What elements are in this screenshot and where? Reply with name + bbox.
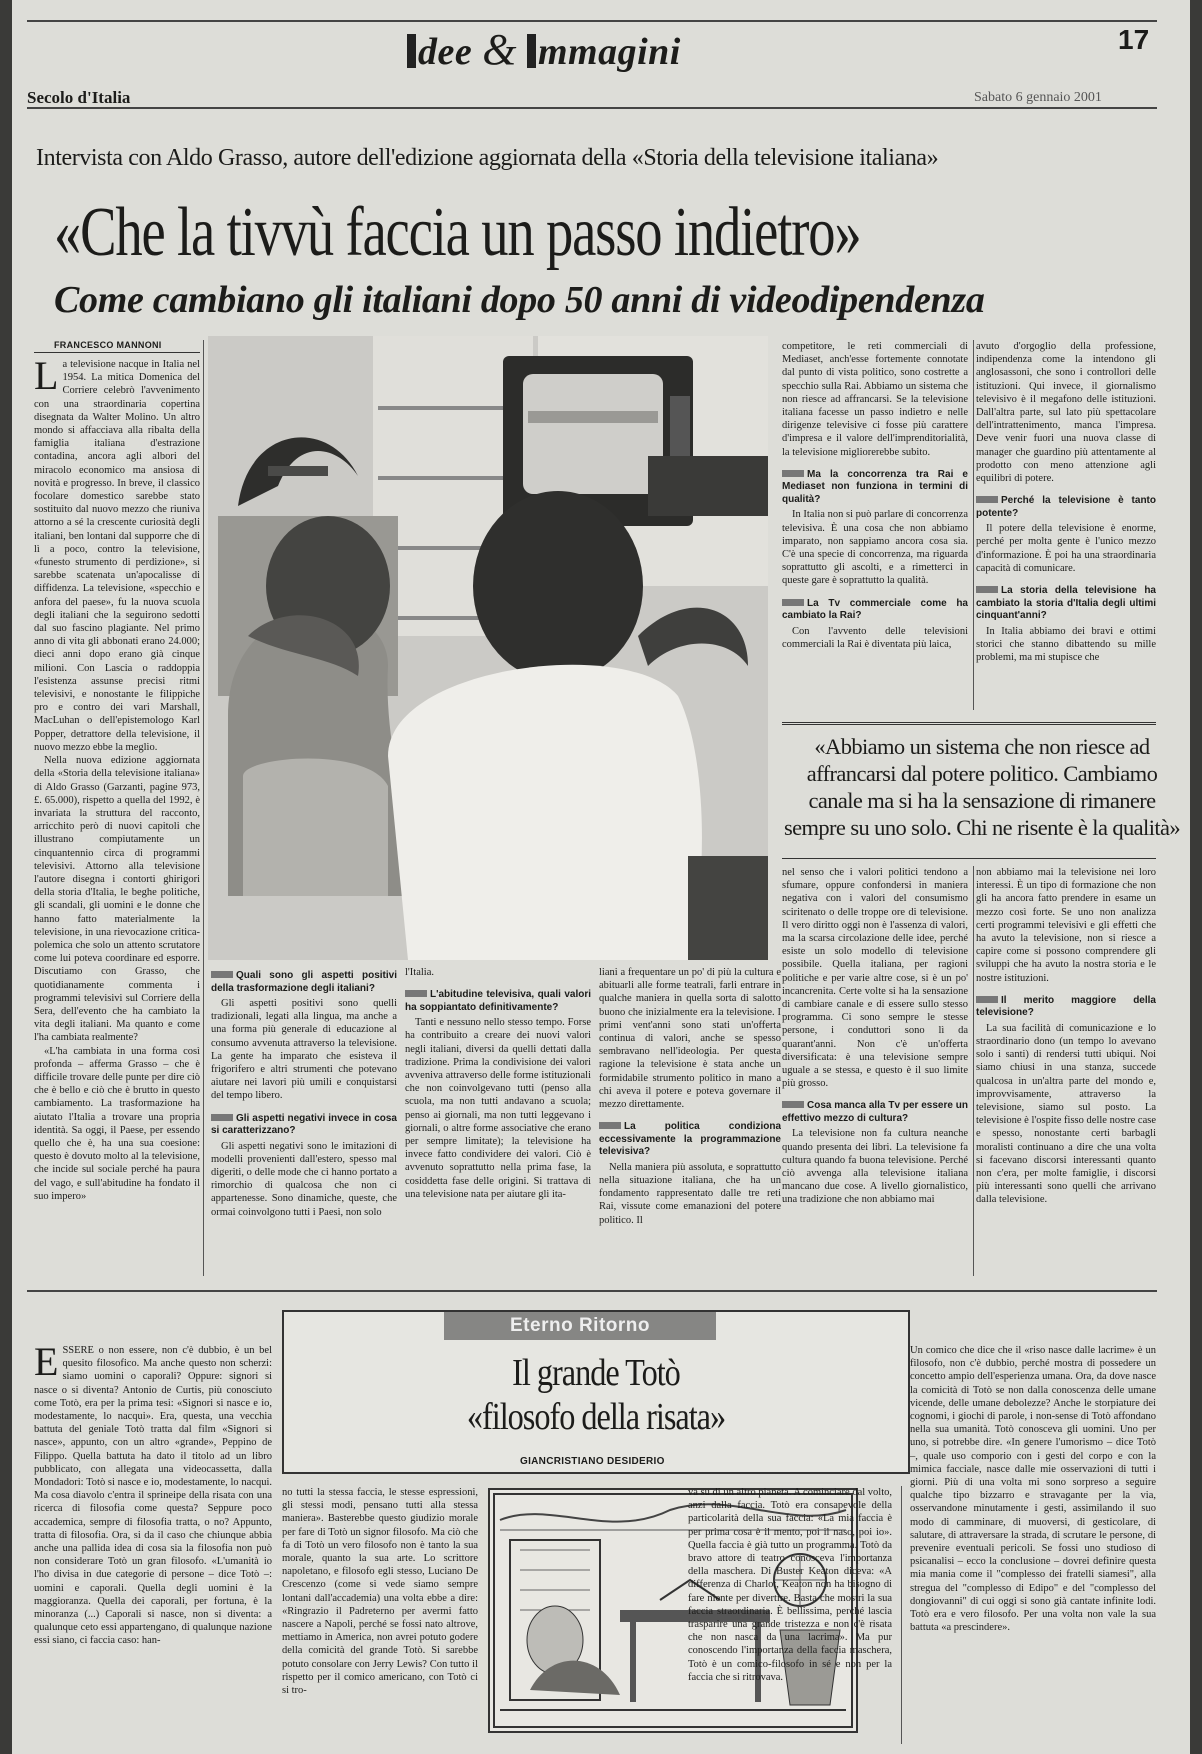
section-bar-i2 — [527, 34, 536, 68]
article-column-2 — [211, 966, 397, 1276]
question-heading: Quali sono gli aspetti positivi della trasformazione degli italiani? — [211, 970, 397, 994]
feature-dropcap: E — [34, 1344, 59, 1384]
byline: FRANCESCO MANNONI — [54, 340, 162, 350]
subhead: Come cambiano gli italiani dopo 50 anni di videodipendenza — [54, 279, 985, 321]
paragraph: La sua facilità di comunicazione e lo straordinario dono (un tempo lo avevano solo i santi) di rendersi tutti ubiqui. Noi siamo chiusi in una stanza, succede qualcosa in un'altra parte del mondo e, improvvisamente, attraverso la televisione, siamo sul posto. La televisione è l'ospite fisso delle nostre case e spesso, nonostante certi barbagli moralisti continuano a dire che una volta si facevano discorsi interessanti quanto non c'era, per molte famiglie, i discorsi più interessanti sono quelli che arrivano dalla televisione. — [976, 1022, 1156, 1206]
section-bar-i — [407, 34, 416, 68]
paragraph: no tutti la stessa faccia, le stesse espressioni, gli stessi modi, pensano tutti alla stessa maniera». Basterebbe questo giudizio morale per fare di Totò un signor filosofo. Ma ciò che fa di Totò un vero filosofo non è tanto la sua morale, quanto la sua arte. Lo scrittore napoletano, e filosofo egli stesso, Luciano De Crescenzo (come si vede siamo sempre lontani dall'accademia) una volta ebbe a dire: «Ringrazio il Padreterno per avermi fatto nascere a Napoli, perché se fossi nato altrove, mettiamo in America, non avrei potuto godere della comicità del grande Totò. Si sarebbe potuto consolare con Jerry Lewis? Con tutto il rispetto per il comico americano, con Totò ci si tro- — [282, 1487, 478, 1697]
pull-quote-top-rule — [782, 722, 1156, 725]
column-rule — [901, 1486, 902, 1744]
question-heading: Ma la concorrenza tra Rai e Mediaset non funziona in termini di qualità? — [782, 468, 968, 505]
paragraph: liani a frequentare un po' di più la cultura e abituarli alle forme teatrali, farli entrare in qualche maniera in quella sorta di salotto buono che inizialmente era la televisione. I primi vent'anni sono stati un'offerta continua di valori, anche se spesso sembravano nell'ideologia. Per questa ragione la televisione è stata anche un formidabile strumento politico in mano a chi aveva il potere e poteva governare il mezzo direttamente. — [599, 967, 781, 1111]
paragraph: a televisione nacque in Italia nel 1954. La mitica Domenica del Corriere celebrò l'avvenimento con una straordinaria copertina disegnata da Walter Molino. Un altro mondo si affacciava alla ribalta della famiglia italiana d'estrazione contadina, ancora agli albori del miracolo economico ma ansiosa di novità e progresso. In breve, il classico focolare domestico sarebbe stato sostituito dal nuovo mezzo che riuniva attorno a sé la crescente curiosità degli italiani, ben lontani dal supporre che di lì a poco, contro la televisione, «funesto strumento di perdizione», si sarebbe scatenata un'apocalisse di diffidenza. La televisione, «specchio e anfora del paese», fu la nuova scuola degli italiani che la seguirono sedotti dal suo fascino plagiante. Nel primo anno di vita gli abbonati erano 24.000; dieci anni dopo erano già cinque milioni. Con Lascia o raddoppia l'esistenza assunse precisi ritmi televisivi, e nonostante le filippiche pro e contro dei vari Marshall, MacLuhan o dell'epistemologo Karl Popper, detrattore della televisione, il nuovo mezzo ebbe la meglio. — [34, 359, 200, 753]
section-divider — [27, 1290, 1157, 1292]
column-rule — [203, 340, 204, 1276]
paragraph: l'Italia. — [405, 967, 435, 978]
paragraph: Gli aspetti positivi sono quelli tradizionali, legati alla lingua, ma anche a una forma più generale di educazione al consumo avvenuta attraverso la televisione. La gente ha imparato che esisteva il frigorifero e altri strumenti che potevano aiutare nei lavori più umili e conquistarsi del tempo libero. — [211, 998, 397, 1102]
paragraph: avuto d'orgoglio della professione, indipendenza come la intendono gli anglosassoni, che sono i controllori delle istituzioni. Qui invece, il giornalismo televisivo è il megafono delle istituzioni. Dall'altra parte, sul lato più spettacolare dell'intrattenimento, manca l'impresa. Deve venir fuori una nuova classe di manager che guardino più attentamente al prodotto con meno attenzione agli equilibri di potere. — [976, 341, 1156, 485]
section-title-part2: mmagini — [537, 31, 681, 73]
question-heading: L'abitudine televisiva, quali valori ha soppiantato definitivamente? — [405, 989, 591, 1013]
paragraph: Gli aspetti negativi sono le imitazioni di modelli provenienti dall'estero, spesso mal digeriti, o delle mode che ci hanno portato a rimorchio di qualcosa che non ci appartenesse. Sono dinamiche, queste, che ormai coinvolgono tutti i Paesi, non solo — [211, 1140, 397, 1218]
paragraph: In Italia non si può parlare di concorrenza televisiva. È una cosa che non abbiamo imparato, non sappiamo ancora cosa sia. C'è una specie di concorrenza, ma riguarda soprattutto gli ascolti, e a rimetterci in queste gare è soprattutto la qualità. — [782, 509, 968, 587]
header-rule — [27, 107, 1157, 109]
feature-tag: Eterno Ritorno — [444, 1312, 716, 1340]
paragraph: «L'ha cambiata in una forma così profonda – afferma Grasso – che è difficile trovare delle punte per dire ciò che è bello e ciò che è brutto in questo cambiamento. La trasformazione ha aiutato l'Italia a trovare una propria identità. Sa oggi, il Paese, per essendo quello che è, ha una sua coesione: questo è dovuto molto al la televisione, che incide sul sociale perché ha paura del vago, e sull'abitudine ha fondato il suo impero» — [34, 1045, 200, 1202]
pull-quote-bottom-rule — [782, 858, 1156, 859]
feature-column-2 — [282, 1486, 478, 1744]
tv-photo-illustration — [208, 336, 768, 960]
newspaper-page — [12, 0, 1190, 1754]
section-title-amp: & — [482, 25, 517, 74]
paragraph: SSERE o non essere, non c'è dubbio, è un bel quesito filosofico. Ma anche questo non scherzi: siamo uomini o caporali? Oppure: signori si nasce o si diventa? Antonio de Curtis, più conosciuto come Totò, era per la prima tesi: «Signori si nasce e io, modestamente, lo nacqui». Era, questa, una vecchia battuta del geniale Totò tratta dal film «Signori si nasce», appunto, con un altro «grande», Peppino de Filippo. Quella battuta ha dato il titolo ad un libro pubblicato, con allegata una videocassetta, dalla Mondadori: Totò si nasce e io, modestamente, lo nacqui. Ma cosa diavolo c'entra il sprineipe della risata con una ricerca di filosofia come questa? Seppure poco accademica, sempre di filosofia tratta, o no? Appunto, tratta di filosofia. Ora, si da il caso che chiunque abbia anche una pallida idea di cosa sia la filosofia non può non considerare Totò un gran filosofo. «L'umanità io l'ho divisa in due categorie di persone – dice Totò –: uomini e caporali. Quella degli uomini è la maggioranza. Quella dei caporali, per fortuna, è la minoranza (...) Caporali si nasce, non si diventa: a qualunque ceto essi appartengano, di qualunque nazione essi siano, ci faccia caso: han- — [34, 1345, 272, 1647]
article-column-5 — [782, 340, 968, 706]
feature-title-line2: «filosofo della risata» — [466, 1396, 726, 1438]
section-title-part1: dee — [418, 31, 473, 73]
paragraph: nel senso che i valori politici tendono a sfumare, oppure confondersi in maniera negativa con i valori del consumismo sciritenato o delle troppe ore di televisione. Il vero diritto oggi non è l'assenza di valori, ma la scarsa circolazione delle idee, perché esiste un solo modello di televisione possibile. Quella italiana, per ragioni politiche e per varie altre cose, si è un po' incancrenita. Certe volte si ha la sensazione di cambiare canale e di essere sullo stesso programma. Ci sono sempre le stesse persone, i conduttori sono lì da quarant'anni. Non c'è un'offerta diversificata: è una televisione sempre uguale a se stessa, e questo è il suo limite più grosso. — [782, 867, 968, 1090]
paragraph: va su di un altro pianeta. A cominciare dal volto, anzi dalla faccia. Totò era consapevole della particolarità della sua faccia: «La mia faccia è per prima cosa è il mento, poi il naso, poi io». Quella faccia è già tutto un programma. Totò da bravo attore di teatro conosceva l'importanza della maschera. Di Buster Keaton diceva: «A differenza di Charlot, Keaton non ha bisogno di fare niente per divertire. Basta che mostri la sua faccia straordinaria. È bellissima, perché lascia trasparire una grande tristezza e non c'è risata che non nasca da una lacrima». Ma pur conoscendo l'importanza della faccia maschera, Totò è un comico-filosofo in sé e non per la faccia che si ritrovava. — [688, 1487, 892, 1683]
article-column-1 — [34, 358, 200, 1276]
article-column-3 — [405, 966, 591, 1276]
page-number: 17 — [1118, 24, 1150, 55]
top-rule — [27, 20, 1157, 22]
feature-column-3 — [688, 1486, 892, 1744]
headline: «Che la tivvù faccia un passo indietro» — [54, 194, 861, 271]
feature-title-line1: Il grande Totò — [512, 1352, 680, 1394]
feature-column-4 — [910, 1344, 1156, 1744]
paragraph: In Italia abbiamo dei bravi e ottimi storici che stanno dibattendo su mille problemi, ma mi stupisce che — [976, 625, 1156, 663]
paragraph: Nella nuova edizione aggiornata della «Storia della televisione italiana» di Aldo Grasso (Garzanti, pagine 973, £. 65.000), rispetto a quella del 1992, è invariata la struttura del racconto, arricchito però di nuovi capitoli che illustrano compiutamente un cinquantennio circa di programmi televisivi. Attorno alla televisione l'autore disegna i contorti ghirigori della storia d'Italia, le beghe politiche, gli scandali, gli uomini e le donne che hanno fatto materialmente la televisione, in una rievocazione critica-polemica che solo un attento scrutatore come lui poteva coordinare ed esporre. Discutiamo con Grasso, che quotidianamente commenta i programmi televisivi sul Corriere della Sera, dell'evento che ha cambiato la vita degli italiani. Ma quanto e come l'ha cambiata realmente? — [34, 755, 200, 1044]
question-heading: Cosa manca alla Tv per essere un effettivo mezzo di cultura? — [782, 1100, 968, 1124]
paragraph: Il potere della televisione è enorme, perché per molta gente è l'unico mezzo d'informazione. È poi ha una straordinaria capacità di comunicare. — [976, 523, 1156, 574]
paragraph: Un comico che dice che il «riso nasce dalle lacrime» è un filosofo, non c'è dubbio, perché mostra di possedere un concetto ampio dell'esperienza umana. Ora, da dove nasce la comicità di Totò se non dalla conoscenza delle umane vicende, delle umane debolezze? Anche le storpiature dei cognomi, i giochi di parole, i non-sense di Totò affondano nella sua umanità. Totò conosceva gli uomini. Uno per uno, si potrebbe dire. «In genere l'umorismo – dice Totò –, quale uso comporio con i gesti del corpo e con la mimica facciale, nasce dalle mie osservazioni di tutti i giorni. Più di una volta mi sono sorpreso a seguire qualche tipo bizzarro e stravagante per la via, osservandone minutamente i gesti, assimilando il suo modo di camminare, di muoversi, di gesticolare, di salutare, di attraversare la strada, di scrutare le persone, di prevenire eventuali pericoli. Se fossi uno studioso di psicanalisi – ecco la conclusione – dovrei definire questa mia mania come il "complesso dei fratelli siamesi", alla stregua del "complesso di Edipo" e del "complesso del dongiovanni" di cui oggi si sono già cantate infinite lodi. Totò era e vero filosofo. Per una volta non vale la sua battuta «a prescindere». — [910, 1345, 1156, 1634]
dropcap: L — [34, 358, 59, 398]
question-heading: Gli aspetti negativi invece in cosa si caratterizzano? — [211, 1112, 397, 1137]
question-heading: La politica condiziona eccessivamente la programmazione televisiva? — [599, 1121, 781, 1158]
article-column-8 — [976, 866, 1156, 1276]
question-heading: La storia della televisione ha cambiato la storia d'Italia degli ultimi cinquant'anni? — [976, 585, 1156, 622]
column-rule — [973, 340, 974, 710]
pull-quote: «Abbiamo un sistema che non riesce ad affrancarsi dal potere politico. Cambiamo canale ma si ha la sensazione di rimanere sempre su uno solo. Chi ne risente è la qualità» — [783, 734, 1181, 840]
question-heading: Perché la televisione è tanto potente? — [976, 495, 1156, 519]
kicker: Intervista con Aldo Grasso, autore dell'edizione aggiornata della «Storia della televisione italiana» — [36, 145, 939, 171]
question-heading: La Tv commerciale come ha cambiato la Rai? — [782, 597, 968, 622]
byline-rule — [34, 352, 200, 353]
feature-author: GIANCRISTIANO DESIDERIO — [520, 1456, 665, 1467]
date-line: Sabato 6 gennaio 2001 — [974, 90, 1102, 105]
paragraph: Tanti e nessuno nello stesso tempo. Forse ha contribuito a creare dei nuovi valori negli italiani, diversi da quelli dettati dalla tradizione. Prima la condivisione dei valori avveniva attraverso delle forme istituzionali che non coinvolgevano tutti (penso alla scuola, ma non tutti andavano a scuola; penso ai giornali, ma non tutti leggevano i giornali, o altre forme associative che erano per sempre limitate); la televisione ha invece fatto condividere dei valori. Ciò è avvenuto soprattutto nella prima fase, la cosiddetta fase delle origini. Si trattava di una televisione nata per aiutare gli ita- — [405, 1017, 591, 1200]
question-heading: Il merito maggiore della televisione? — [976, 994, 1156, 1019]
article-column-7 — [782, 866, 968, 1276]
feature-column-1 — [34, 1344, 272, 1744]
paragraph: Con l'avvento delle televisioni commerciali la Rai è diventata più laica, — [782, 625, 968, 650]
paragraph: Nella maniera più assoluta, e soprattutto nella situazione italiana, che ha un fondamento rappresentato dalle tre reti Rai, vissute come emanazioni del potere politico. Il — [599, 1161, 781, 1226]
article-column-4 — [599, 966, 781, 1276]
paragraph: La televisione non fa cultura neanche quando presenta dei libri. La televisione fa cultura quando fa buona televisione. Perché ciò avvenga alla televisione italiana mancano due cose. A livello giornalistico, una tradizione che non abbiamo mai — [782, 1128, 968, 1206]
section-title — [407, 24, 681, 75]
paper-name: Secolo d'Italia — [27, 88, 131, 107]
paragraph: non abbiamo mai la televisione nei loro interessi. È un tipo di formazione che non gli ha ancora fatto prendere in esame un mezzo così forte. Se uno non analizza certi programmi televisivi e gli effetti che ha avuto la televisione, non si riesce a capire come si possono comprendere gli sviluppi che ha avuto la nostra storia e le nostre istituzioni. — [976, 867, 1156, 984]
paragraph: competitore, le reti commerciali di Mediaset, anch'esse fortemente connotate dal punto di vista politico, sono costrette a specchio sulla Rai. Abbiamo un sistema che non riesce ad affrancarsi. Se la televisione italiana facesse un passo indietro e nelle dirigenze televisive ci fosse più carattere d'impresa e il valore dell'imprenditorialità, la televisione migliorerebbe subito. — [782, 341, 968, 458]
photo-family-watching-tv — [208, 336, 768, 960]
column-rule — [973, 866, 974, 1276]
article-column-6 — [976, 340, 1156, 706]
